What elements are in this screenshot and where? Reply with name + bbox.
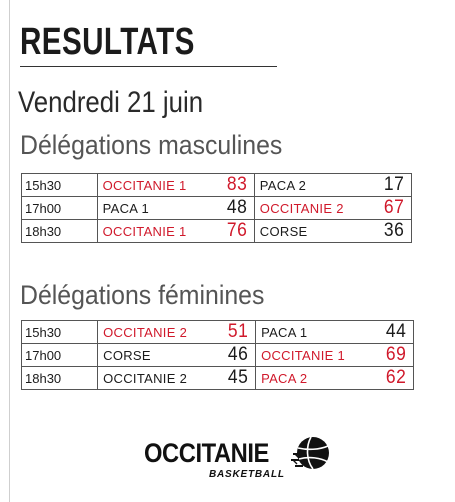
away-score: 36 — [383, 220, 405, 241]
match-time: 17h00 — [22, 197, 98, 220]
match-time: 17h00 — [22, 344, 98, 367]
table-row — [22, 321, 414, 344]
home-score: 48 — [226, 197, 247, 218]
logo-subtitle: BASKETBALL — [209, 469, 285, 480]
away-cell — [256, 367, 414, 390]
away-team: CORSE — [259, 223, 308, 239]
home-team: OCCITANIE 2 — [103, 324, 188, 340]
basketball-icon — [289, 434, 331, 476]
away-cell — [254, 197, 411, 220]
away-cell — [254, 220, 411, 243]
home-cell — [97, 220, 254, 243]
away-score: 44 — [385, 321, 407, 342]
table-row — [22, 220, 412, 243]
away-cell — [254, 174, 411, 197]
page-left-rule — [9, 0, 10, 502]
match-time: 15h30 — [22, 321, 98, 344]
home-score: 76 — [226, 220, 247, 241]
home-cell — [98, 367, 256, 390]
table-row — [22, 197, 412, 220]
away-team: OCCITANIE 1 — [261, 347, 346, 363]
home-team: OCCITANIE 1 — [102, 177, 187, 193]
away-score: 62 — [385, 367, 407, 388]
results-table-masculines — [21, 173, 412, 243]
table-row — [22, 344, 414, 367]
title-underline — [20, 66, 277, 67]
home-cell — [98, 321, 256, 344]
match-time: 15h30 — [22, 174, 98, 197]
section-heading-masculines: Délégations masculines — [20, 130, 283, 160]
table-row — [22, 174, 412, 197]
results-table-feminines — [21, 320, 414, 390]
match-time: 18h30 — [22, 220, 98, 243]
section-heading-feminines: Délégations féminines — [20, 280, 265, 310]
away-score: 67 — [383, 197, 405, 218]
home-score: 51 — [227, 321, 249, 342]
home-score: 45 — [227, 367, 249, 388]
away-team: PACA 2 — [259, 177, 307, 193]
home-team: OCCITANIE 1 — [102, 223, 187, 239]
home-team: PACA 1 — [102, 200, 149, 216]
away-team: PACA 2 — [261, 370, 308, 386]
occitanie-basketball-logo — [144, 434, 334, 486]
away-cell — [256, 344, 414, 367]
page-title: RESULTATS — [20, 21, 195, 63]
match-time: 18h30 — [22, 367, 98, 390]
home-score: 46 — [227, 344, 249, 365]
logo-name: OCCITANIE — [144, 438, 269, 468]
home-cell — [97, 197, 254, 220]
away-cell — [256, 321, 414, 344]
away-score: 17 — [383, 174, 405, 195]
home-team: CORSE — [103, 347, 151, 363]
away-team: PACA 1 — [261, 324, 308, 340]
date-heading: Vendredi 21 juin — [18, 86, 204, 119]
home-cell — [97, 174, 254, 197]
away-team: OCCITANIE 2 — [259, 200, 344, 216]
home-team: OCCITANIE 2 — [103, 370, 188, 386]
away-score: 69 — [385, 344, 407, 365]
home-cell — [98, 344, 256, 367]
home-score: 83 — [226, 174, 247, 195]
table-row — [22, 367, 414, 390]
